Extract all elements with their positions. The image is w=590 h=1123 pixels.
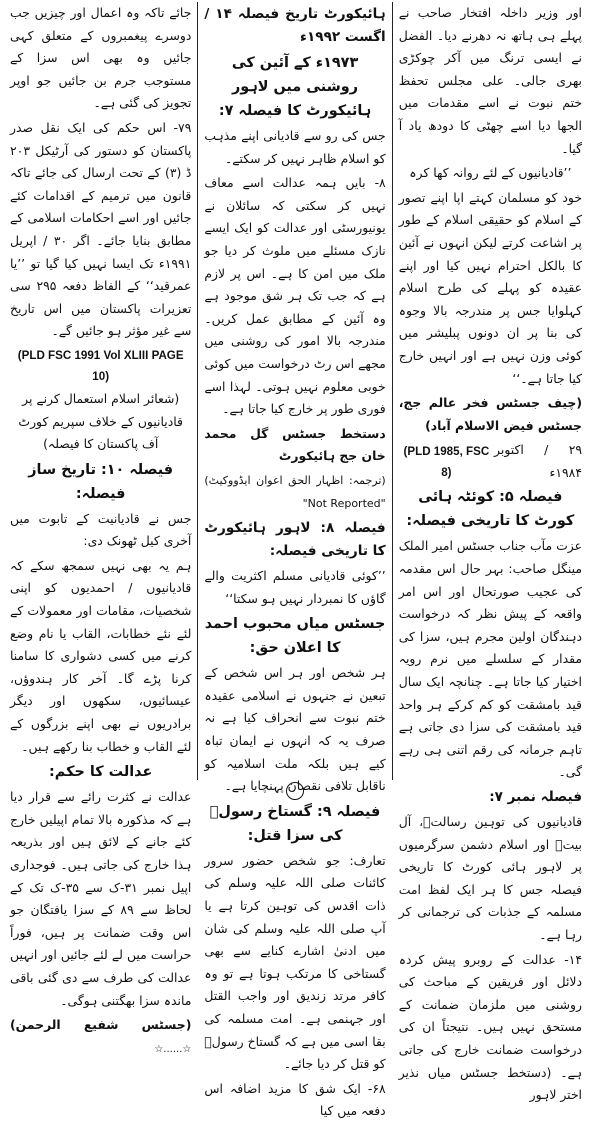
document-page (10, 2, 582, 1119)
judge-signature: (چیف جسٹس فخر عالم جج، جسٹس فیض الاسلام آباد) (398, 395, 582, 433)
column-divider (392, 2, 393, 780)
section-heading: فیصلہ ۱۰: تاریخ ساز فیصلہ: (28, 461, 174, 502)
column-right (398, 2, 582, 1103)
judge-signature: دستخط جسٹس گل محمد خان جج ہائیکورٹ (204, 425, 386, 464)
star-ornament: ☆......☆ (154, 1043, 192, 1055)
page-footer (0, 780, 590, 791)
judgment-date: ۲۹ / اکتوبر ۱۹۸۴ء (494, 442, 582, 480)
translator-note: (ترجمہ: اظہار الحق اعوان ایڈووکیٹ) "Not Reported" (204, 473, 386, 510)
section-heading: فیصلہ ۹: گستاخ رسولؐ کی سزا قتل: (209, 803, 381, 844)
column-left (10, 2, 192, 1055)
paragraph: ہم یہ بھی نہیں سمجھ سکے کہ قادیانیوں / احمدیوں کو اپنی شخصیات، مقامات اور معمولات کے لئے نئے خطابات، القاب یا نام وضع کرنے میں کسی دشواری کا سامنا کرنا پڑے گا۔ آخر کار ہندوؤں، عیسائیوں، سکھوں اور دیگر برادریوں نے بھی اپنے بزرگوں کے لئے القاب و خطاب بنا رکھے ہیں۔ (10, 557, 192, 754)
paragraph: جس کی رو سے قادیانی اپنے مذہب کو اسلام ظاہر نہیں کر سکتے۔ (204, 128, 386, 166)
section-heading: ہائیکورٹ تاریخ فیصلہ ۱۴ / اگست ۱۹۹۲ء (204, 6, 386, 45)
section-heading: فیصلہ ۸: لاہور ہائیکورٹ کا تاریخی فیصلہ: (204, 520, 386, 560)
paragraph: جائے تاکہ وہ اعمال اور چیزیں جب دوسرے پیغمبروں کے متعلق کہی جائیں وہ بھی اس سزا کے مستوجب جرم بن جائیں جو اوپر تجویز کی گئی ہے۔ (10, 5, 192, 111)
section-heading: فیصلہ ۵: کوئٹہ ہائی کورٹ کا تاریخی فیصلہ: (406, 489, 575, 530)
citation: (PLD 1985, FSC 8) (403, 444, 490, 479)
quote: ’’قادیانیوں کے لئے روانہ کھا کرہ (409, 165, 572, 181)
date-citation-line (399, 439, 582, 484)
paragraph: عزت مآب جناب جسٹس امیر الملک مینگل صاحب: بہر حال اس مقدمہ کی عجیب صورتحال اور اس امر واقعہ کے پیش نظر کہ درخواست دہندگان اولین مجرم ہیں، سزا کی مقدار کے سلسلے میں نرم رویہ اختیار کیا جاتا ہے۔ چنانچہ ایک سال قید بامشقت کو کم کرکے ہر واحد قید بامشقت کی سزا دی جاتی ہے تاہم جرمانہ کی رقم اتنی ہی رہے گی۔ (398, 538, 582, 780)
paragraph: ہر شخص اور ہر اس شخص کے تبعین نے جنہوں نے اسلامی عقیدہ ختم نبوت سے انحراف کیا ہے نہ صرف یہ کہ انہوں نے ایمان تباہ کیے ہیں بلکہ ملت اسلامیہ کو ناقابل تلافی نقصان پہنچایا ہے۔ (204, 665, 386, 794)
paragraph: ۸- بایں ہمہ عدالت اسے معاف نہیں کر سکتی کہ سائلان نے یونیورسٹی اور عدالت کو ایک ایسے نازک مسئلے میں ملوث کر دیا جو ملک میں امن کا ہے۔ اس پر لازم ہے کہ جب تک ہر شق موجود ہے وہ آئین کے مطابق عمل کریں۔ مندرجہ بالا امور کی روشنی میں مجھے اس رٹ درخواست میں کوئی خوبی معلوم نہیں ہوتی۔ لہذا اسے فوری طور پر خارج کیا جاتا ہے۔ (204, 175, 386, 417)
paragraph: ۶۸- ایک شق کا مزید اضافہ اس دفعہ میں کیا (204, 1080, 386, 1119)
paragraph: قادیانیوں کی توہین رسالتؐ، آل بیتؓ اور اسلام دشمن سرگرمیوں پر لاہور ہائی کورٹ کا تاریخی فیصلہ جس کا ہر ایک لفظ امت مسلمہ کے جذبات کی ترجمانی کر رہا ہے۔ (398, 814, 582, 942)
signature-line (10, 1014, 191, 1061)
paragraph: ۷۹- اس حکم کی ایک نقل صدر پاکستان کو دستور کی آرٹیکل ۲۰۳ ڈ (۳) کے تحت ارسال کی جائے تاکہ قانون میں ترمیم کے اقدامات کئے جائیں اور اسے احکامات اسلامی کے مطابق بنایا جائے۔ اگر ۳۰ / اپریل ۱۹۹۱ء تک ایسا نہیں کیا گیا تو ’’یا عمرقید‘‘ کے الفاظ دفعہ ۲۹۵ سی تعزیرات پاکستان میں اس تاریخ سے غیر مؤثر ہو جائیں گے۔ (10, 119, 192, 339)
paragraph: ۱۴- عدالت کے روبرو پیش کردہ دلائل اور فریقین کے مباحث کی روشنی میں ملزمان ضمانت کے مستحق نہیں ہیں۔ نتیجتاً ان کی درخواست ضمانت خارج کی جاتی ہے۔ (دستخط جسٹس میاں نذیر اختر لاہور (398, 951, 582, 1103)
paragraph: تعارف: جو شخص حضور سرور کائنات صلی اللہ علیہ وسلم کی ذات اقدس کی توہین کرتا ہے یا آپ صلی اللہ علیہ وسلم کی شان میں ادنیٰ اشارے کنایے سے بھی گستاخی کا مرتکب ہوتا ہے تو وہ کافر مرتد زندیق اور واجب القتل اور جہنمی ہے۔ امت مسلمہ کی بقا اسی میں ہے کہ گستاخ رسولؐ کو قتل کر دیا جائے۔ (204, 852, 386, 1072)
column-divider (197, 2, 198, 780)
section-heading: فیصلہ نمبر ۷: (489, 789, 582, 805)
paragraph: اور وزیر داخلہ افتخار صاحب نے پہلے ہی ہاتھ نہ دھرنے دیا۔ الفضل نے ایسی ترنگ میں آکر چوکڑی بھری جالی۔ علی مجلس تحفظ ختم نبوت نے اسے مقدمات میں الجھا دیا اسے چھٹی کا دودھ یاد آ گیا۔ (398, 5, 582, 156)
judge-signature: (جسٹس شفیع الرحمن) (10, 1017, 192, 1033)
quote: (شعائر اسلام استعمال کرنے پر قادیانیوں کے خلاف سپریم کورٹ آف پاکستان کا فیصلہ) (18, 390, 183, 452)
paragraph: عدالت نے کثرت رائے سے قرار دیا ہے کہ مذکورہ بالا تمام اپیلیں خارج کئے جانے کے لائق ہیں اور بذریعہ ہذا خارج کی جاتی ہیں۔ فوجداری اپیل نمبر ۳۱-ک سے ۳۵-ک تک کے لحاظ سے ۸۹ کے سزا یافتگان جو اس وقت ضمانت پر ہیں، فوراً حراست میں لے لئے جائیں اور انہیں عدالت کی طرف سے دی گئی باقی ماندہ سزا بھگتنی ہوگی۔ (10, 789, 192, 1008)
section-heading: ۱۹۷۳ء کے آئین کی روشنی میں لاہور ہائیکورٹ کا فیصلہ ۷: (218, 55, 372, 119)
section-heading: جسٹس میاں محبوب احمد کا اعلان حق: (204, 616, 386, 657)
paragraph: خود کو مسلمان کہتے اپا اپنے تصور کے اسلام کو حقیقی اسلام کے طور پر اشاعت کرتے لیکن انہوں نے آئین کا بالکل احترام نہیں کیا اور اپنے عقیدہ کو پہلے کی طرح اسلام کہلوایا جس پر مندرجہ بالا وجوہ کی بنا پر ان دونوں پبلیشر میں کوئی وزن نہیں ہے اور انہیں خارج کیا جاتا ہے۔‘‘ (398, 189, 582, 386)
section-heading: عدالت کا حکم: (49, 764, 153, 781)
quote: ’’کوئی قادیانی مسلم اکثریت والے گاؤں کا نمبردار نہیں ہو سکتا‘‘ (204, 568, 386, 606)
column-middle (204, 2, 386, 1119)
citation: (PLD FSC 1991 Vol XLIII PAGE 10) (17, 348, 184, 383)
paragraph: جس نے قادیانیت کے تابوت میں آخری کیل ٹھونک دی: (10, 510, 192, 549)
page-number-circle-icon (286, 782, 304, 800)
